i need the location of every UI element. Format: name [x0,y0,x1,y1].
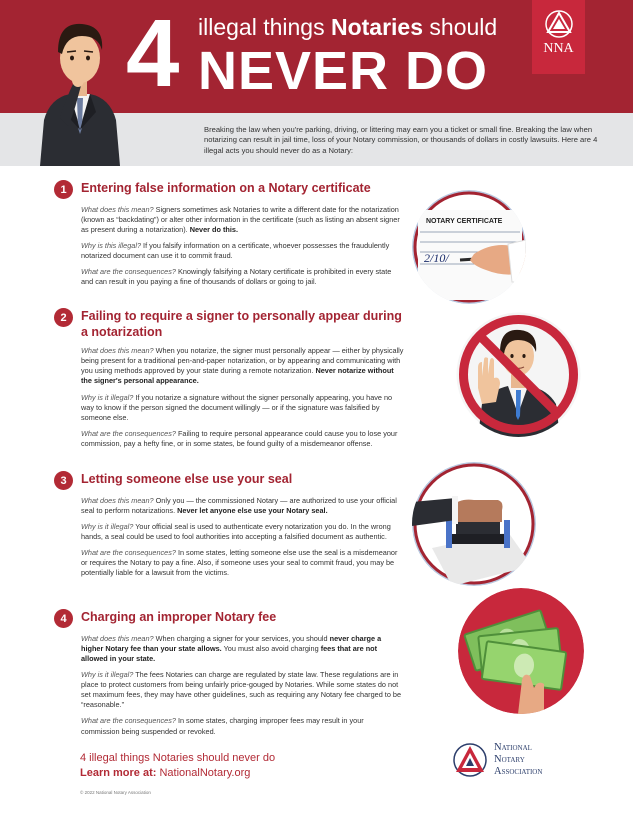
nna-seal-icon [452,742,488,778]
nna-logo [452,742,542,778]
header-title-line1: illegal things Notaries should [198,14,498,40]
illus-date-text: 2/10/ [424,251,449,265]
nna-badge-text: NNA [543,41,574,56]
seal-triangle-icon [543,8,575,38]
section-title: Entering false information on a Notary certificate [81,181,371,195]
intro-text: Breaking the law when you're parking, driving, or littering may earn you a ticket or small fine. Breaking the law when notarizing can result in jail time, loss of your Notary commission, or thousands of dollars in costly lawsuits. Here are 4 illegal acts you should never do as a Notary: [204,125,598,155]
section-paragraph: What does this mean? Only you — the commissioned Notary — are authorized to use your official seal to perform notarizations. Never let anyone else use your Notary seal. [81,496,397,516]
section-4 [54,609,404,737]
footer-learn-more: Learn more at: NationalNotary.org [80,767,251,779]
footer-title: 4 illegal things Notaries should never do [80,752,276,764]
money-bills-illustration [458,588,584,714]
illus-certificate-label: NOTARY CERTIFICATE [426,218,503,225]
no-absent-signer-illustration [456,312,581,437]
header-title-line2: NEVER DO [198,41,489,101]
section-1 [54,180,404,287]
section-paragraph: What are the consequences? In some states, letting someone else use the seal is a misdemeanor or requires the Notary to pay a fine. Also, if someone uses your seal to commit fraud, you may be potentially liable for a lawsuit from the victims. [81,548,398,578]
footer-website-link[interactable]: NationalNotary.org [156,767,251,779]
section-paragraph: What are the consequences? In some states, charging improper fees may result in your commission being suspended or revoked. [81,716,364,736]
section-number-badge: 3 [54,471,73,490]
section-title: Failing to require a signer to personally appear during a notarization [81,309,402,339]
section-number-badge: 4 [54,609,73,628]
section-paragraph: Why is it illegal? If you notarize a signature without the signer personally appearing, you have no way to know if the person signed the document willingly — or if the signature was falsified by someone else. [81,392,393,422]
nna-badge [532,0,585,74]
section-2 [54,308,404,449]
section-number-badge: 1 [54,180,73,199]
notary-certificate-illustration [412,190,526,304]
section-paragraph: What does this mean? Signers sometimes ask Notaries to write a different date for the notarization (known as “backdating”) or alter other information in the certificate (such as listing an absent signer as present during a notarization). Never do this. [81,205,400,235]
section-paragraph: Why is this illegal? If you falsify information on a certificate, whoever possesses the fraudulently notarized document can use it to commit fraud. [81,241,390,261]
header-big-number: 4 [126,0,180,107]
section-paragraph: What does this mean? When charging a signer for your services, you should never charge a higher Notary fee than your state allows. You must also avoid charging fees that are not allowed in your state. [81,634,382,664]
copyright-text: © 2022 National Notary Association [80,790,151,795]
section-title: Letting someone else use your seal [81,472,293,486]
notary-seal-stamp-illustration [412,462,536,586]
section-number-badge: 2 [54,308,73,327]
section-paragraph: What are the consequences? Failing to require personal appearance could cause you to lose your commission, pay a hefty fine, or in some states, be found guilty of a misdemeanor offense. [81,428,398,448]
section-3 [54,471,404,578]
section-paragraph: What does this mean? When you notarize, the signer must personally appear — either by physically being present for a traditional pen-and-paper notarization, or by appearing and communicating with you using methods approved by your state during a remote notarization. Never notarize without the signer's personal appearance. [81,346,404,386]
nna-logo-text: National Notary Association [494,742,543,778]
section-title: Charging an improper Notary fee [81,610,277,624]
section-paragraph: Why is it illegal? Your official seal is used to authenticate every notarization you do. In the wrong hands, a seal could be used to fool authorities into accepting a falsified document as authentic. [81,522,391,542]
thinking-man-illustration [30,8,130,166]
section-paragraph: What are the consequences? Knowingly falsifying a Notary certificate is prohibited in every state and can result in you paying a fine of thousands of dollars or going to jail. [81,267,392,287]
section-paragraph: Why is it illegal? The fees Notaries can charge are regulated by state law. These regulations are in place to protect customers from being unfairly price-gouged by Notaries. While some states do not set maximum fees, they may have other guidelines, such as requiring any Notary fee charged to be “reasonable.” [81,670,402,710]
